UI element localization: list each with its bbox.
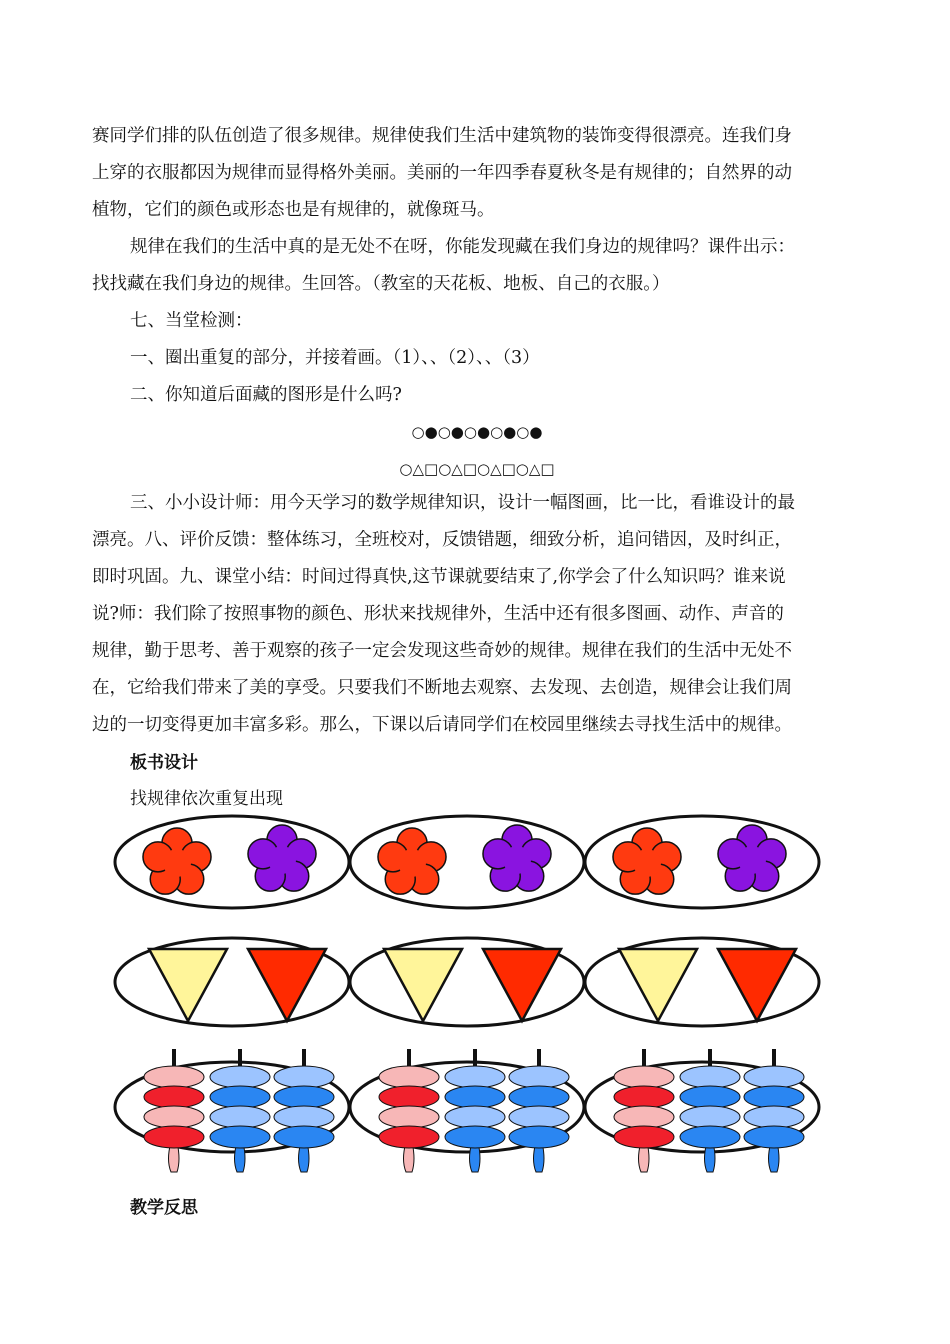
bead <box>744 1086 804 1108</box>
triangle-icon <box>718 949 796 1021</box>
question-1: 一、圈出重复的部分，并接着画。（1）、、（2）、、（3） <box>130 348 540 368</box>
bead <box>680 1126 740 1148</box>
bead <box>144 1126 204 1148</box>
bead <box>144 1106 204 1128</box>
text-line: 找找藏在我们身边的规律。生回答。（教室的天花板、地板、自己的衣服。） <box>92 274 670 294</box>
flower-row <box>115 816 819 908</box>
bead <box>614 1066 674 1088</box>
text-line: 植物，它们的颜色或形态也是有规律的，就像斑马。 <box>92 200 495 220</box>
bead <box>379 1126 439 1148</box>
question-2: 二、你知道后面藏的图形是什么吗? <box>130 385 402 405</box>
bead <box>210 1066 270 1088</box>
triangle-icon <box>483 949 561 1021</box>
triangle-icon <box>149 949 227 1021</box>
bead <box>509 1126 569 1148</box>
flower-icon <box>613 828 681 894</box>
paragraph-find-rules <box>92 229 862 303</box>
abacus-rod <box>614 1049 674 1172</box>
bead <box>680 1106 740 1128</box>
bead <box>379 1086 439 1108</box>
section-heading-7: 七、当堂检测： <box>130 311 253 331</box>
reflection-heading: 教学反思 <box>130 1198 198 1218</box>
bead <box>445 1106 505 1128</box>
bead <box>509 1066 569 1088</box>
bead <box>680 1066 740 1088</box>
text-line: 漂亮。八、评价反馈：整体练习，全班校对，反馈错题，细致分析，追问错因，及时纠正， <box>92 530 792 550</box>
text-line: 在，它给我们带来了美的享受。只要我们不断地去观察、去发现、去创造，规律会让我们周 <box>92 678 792 698</box>
bead <box>445 1066 505 1088</box>
flower-icon <box>718 825 786 891</box>
text-line: 即时巩固。九、课堂小结：时间过得真快,这节课就要结束了,你学会了什么知识吗？谁来说 <box>92 567 786 587</box>
abacus-rod <box>379 1049 439 1172</box>
bead <box>614 1086 674 1108</box>
bead <box>274 1106 334 1128</box>
bead <box>614 1126 674 1148</box>
abacus-rod <box>210 1049 270 1172</box>
bead <box>144 1086 204 1108</box>
abacus-rod <box>144 1049 204 1172</box>
bead <box>210 1086 270 1108</box>
board-illustration <box>110 812 840 1182</box>
text-line: 规律在我们的生活中真的是无处不在呀，你能发现藏在我们身边的规律吗？课件出示： <box>130 237 795 257</box>
text-line: 规律，勤于思考、善于观察的孩子一定会发现这些奇妙的规律。规律在我们的生活中无处不 <box>92 641 792 661</box>
flower-icon <box>248 825 316 891</box>
bead <box>210 1106 270 1128</box>
bead <box>210 1126 270 1148</box>
abacus-rod <box>445 1049 505 1172</box>
pattern-shapes: ○△□○△□○△□○△□ <box>399 460 555 478</box>
bead <box>445 1126 505 1148</box>
bead <box>274 1066 334 1088</box>
bead <box>509 1086 569 1108</box>
pattern-circles: ○●○●○●○●○● <box>411 423 543 441</box>
bead <box>680 1086 740 1108</box>
text-line: 说?师：我们除了按照事物的颜色、形状来找规律外，生活中还有很多图画、动作、声音的 <box>92 604 784 624</box>
triangle-icon <box>248 949 326 1021</box>
text-line: 上穿的衣服都因为规律而显得格外美丽。美丽的一年四季春夏秋冬是有规律的；自然界的动 <box>92 163 792 183</box>
abacus-rod <box>680 1049 740 1172</box>
bead <box>445 1086 505 1108</box>
text-line: 赛同学们排的队伍创造了很多规律。规律使我们生活中建筑物的装饰变得很漂亮。连我们身 <box>92 126 792 146</box>
flower-icon <box>143 828 211 894</box>
board-subtitle: 找规律依次重复出现 <box>130 789 283 809</box>
triangle-icon <box>384 949 462 1021</box>
bead <box>274 1126 334 1148</box>
paragraph-rules-intro <box>92 118 862 229</box>
bead <box>744 1126 804 1148</box>
flower-icon <box>483 825 551 891</box>
bead <box>274 1086 334 1108</box>
bead <box>744 1106 804 1128</box>
bead <box>744 1066 804 1088</box>
bead <box>379 1106 439 1128</box>
text-line: 三、小小设计师：用今天学习的数学规律知识，设计一幅图画，比一比，看谁设计的最 <box>130 493 795 513</box>
paragraph-design-summary <box>92 485 862 744</box>
bead <box>144 1066 204 1088</box>
bead <box>509 1106 569 1128</box>
bead <box>614 1106 674 1128</box>
abacus-row <box>115 1049 819 1172</box>
flower-icon <box>378 828 446 894</box>
bead <box>379 1066 439 1088</box>
board-design-heading: 板书设计 <box>130 753 198 773</box>
text-line: 边的一切变得更加丰富多彩。那么，下课以后请同学们在校园里继续去寻找生活中的规律。 <box>92 715 792 735</box>
triangle-icon <box>619 949 697 1021</box>
triangle-row <box>115 938 819 1026</box>
